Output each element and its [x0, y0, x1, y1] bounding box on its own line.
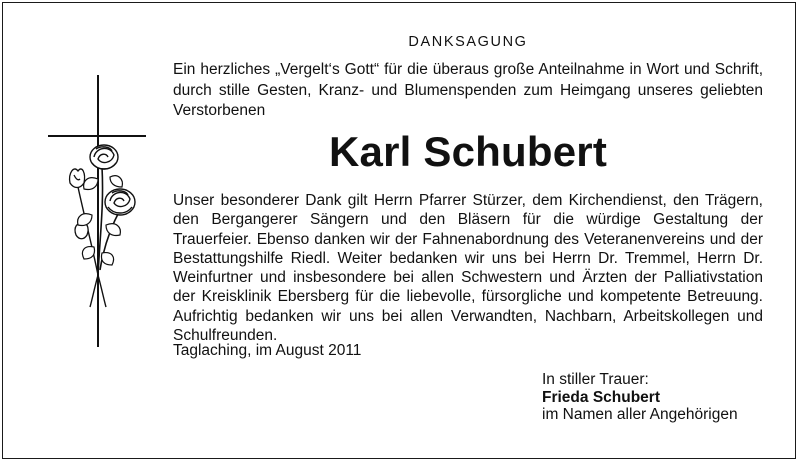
thanks-paragraph: Unser besonderer Dank gilt Herrn Pfarrer Stürzer, dem Kirchendienst, den Trägern, den Bergangerer Sängern und den Bläsern für die würdige Gestaltung der Trauerfeier. Ebenso danken wir der Fahnenabordnung des Veteranenvereins und der Bestattungshilfe Riedl. Weiter bedanken wir uns bei Herrn Dr. Tremmel, Herrn Dr. Weinfurtner und insbesondere bei allen Schwestern und Ärzten der Palliativstation der Kreisklinik Ebersberg für die liebevolle, fürsorgliche und kompetente Betreuung. Aufrichtig bedanken wir uns bei allen Verwandten, Nachbarn, Arbeitskollegen und Schulfreunden.	[173, 192, 763, 345]
signature-line-1: In stiller Trauer:	[542, 371, 649, 388]
signature-line-3: im Namen aller Angehörigen	[542, 406, 738, 423]
cross-with-roses-icon	[40, 75, 152, 350]
place-date: Taglaching, im August 2011	[173, 342, 362, 359]
notice-heading: DANKSAGUNG	[408, 34, 528, 50]
signature-block	[542, 371, 738, 424]
signature-name: Frieda Schubert	[542, 388, 660, 406]
deceased-name: Karl Schubert	[329, 128, 607, 175]
intro-paragraph: Ein herzliches „Vergelt‘s Gott“ für die überaus große Anteilnahme in Wort und Schrift, durch stille Gesten, Kranz- und Blumenspenden zum Heimgang unseres geliebten Verstorbenen	[173, 61, 763, 119]
